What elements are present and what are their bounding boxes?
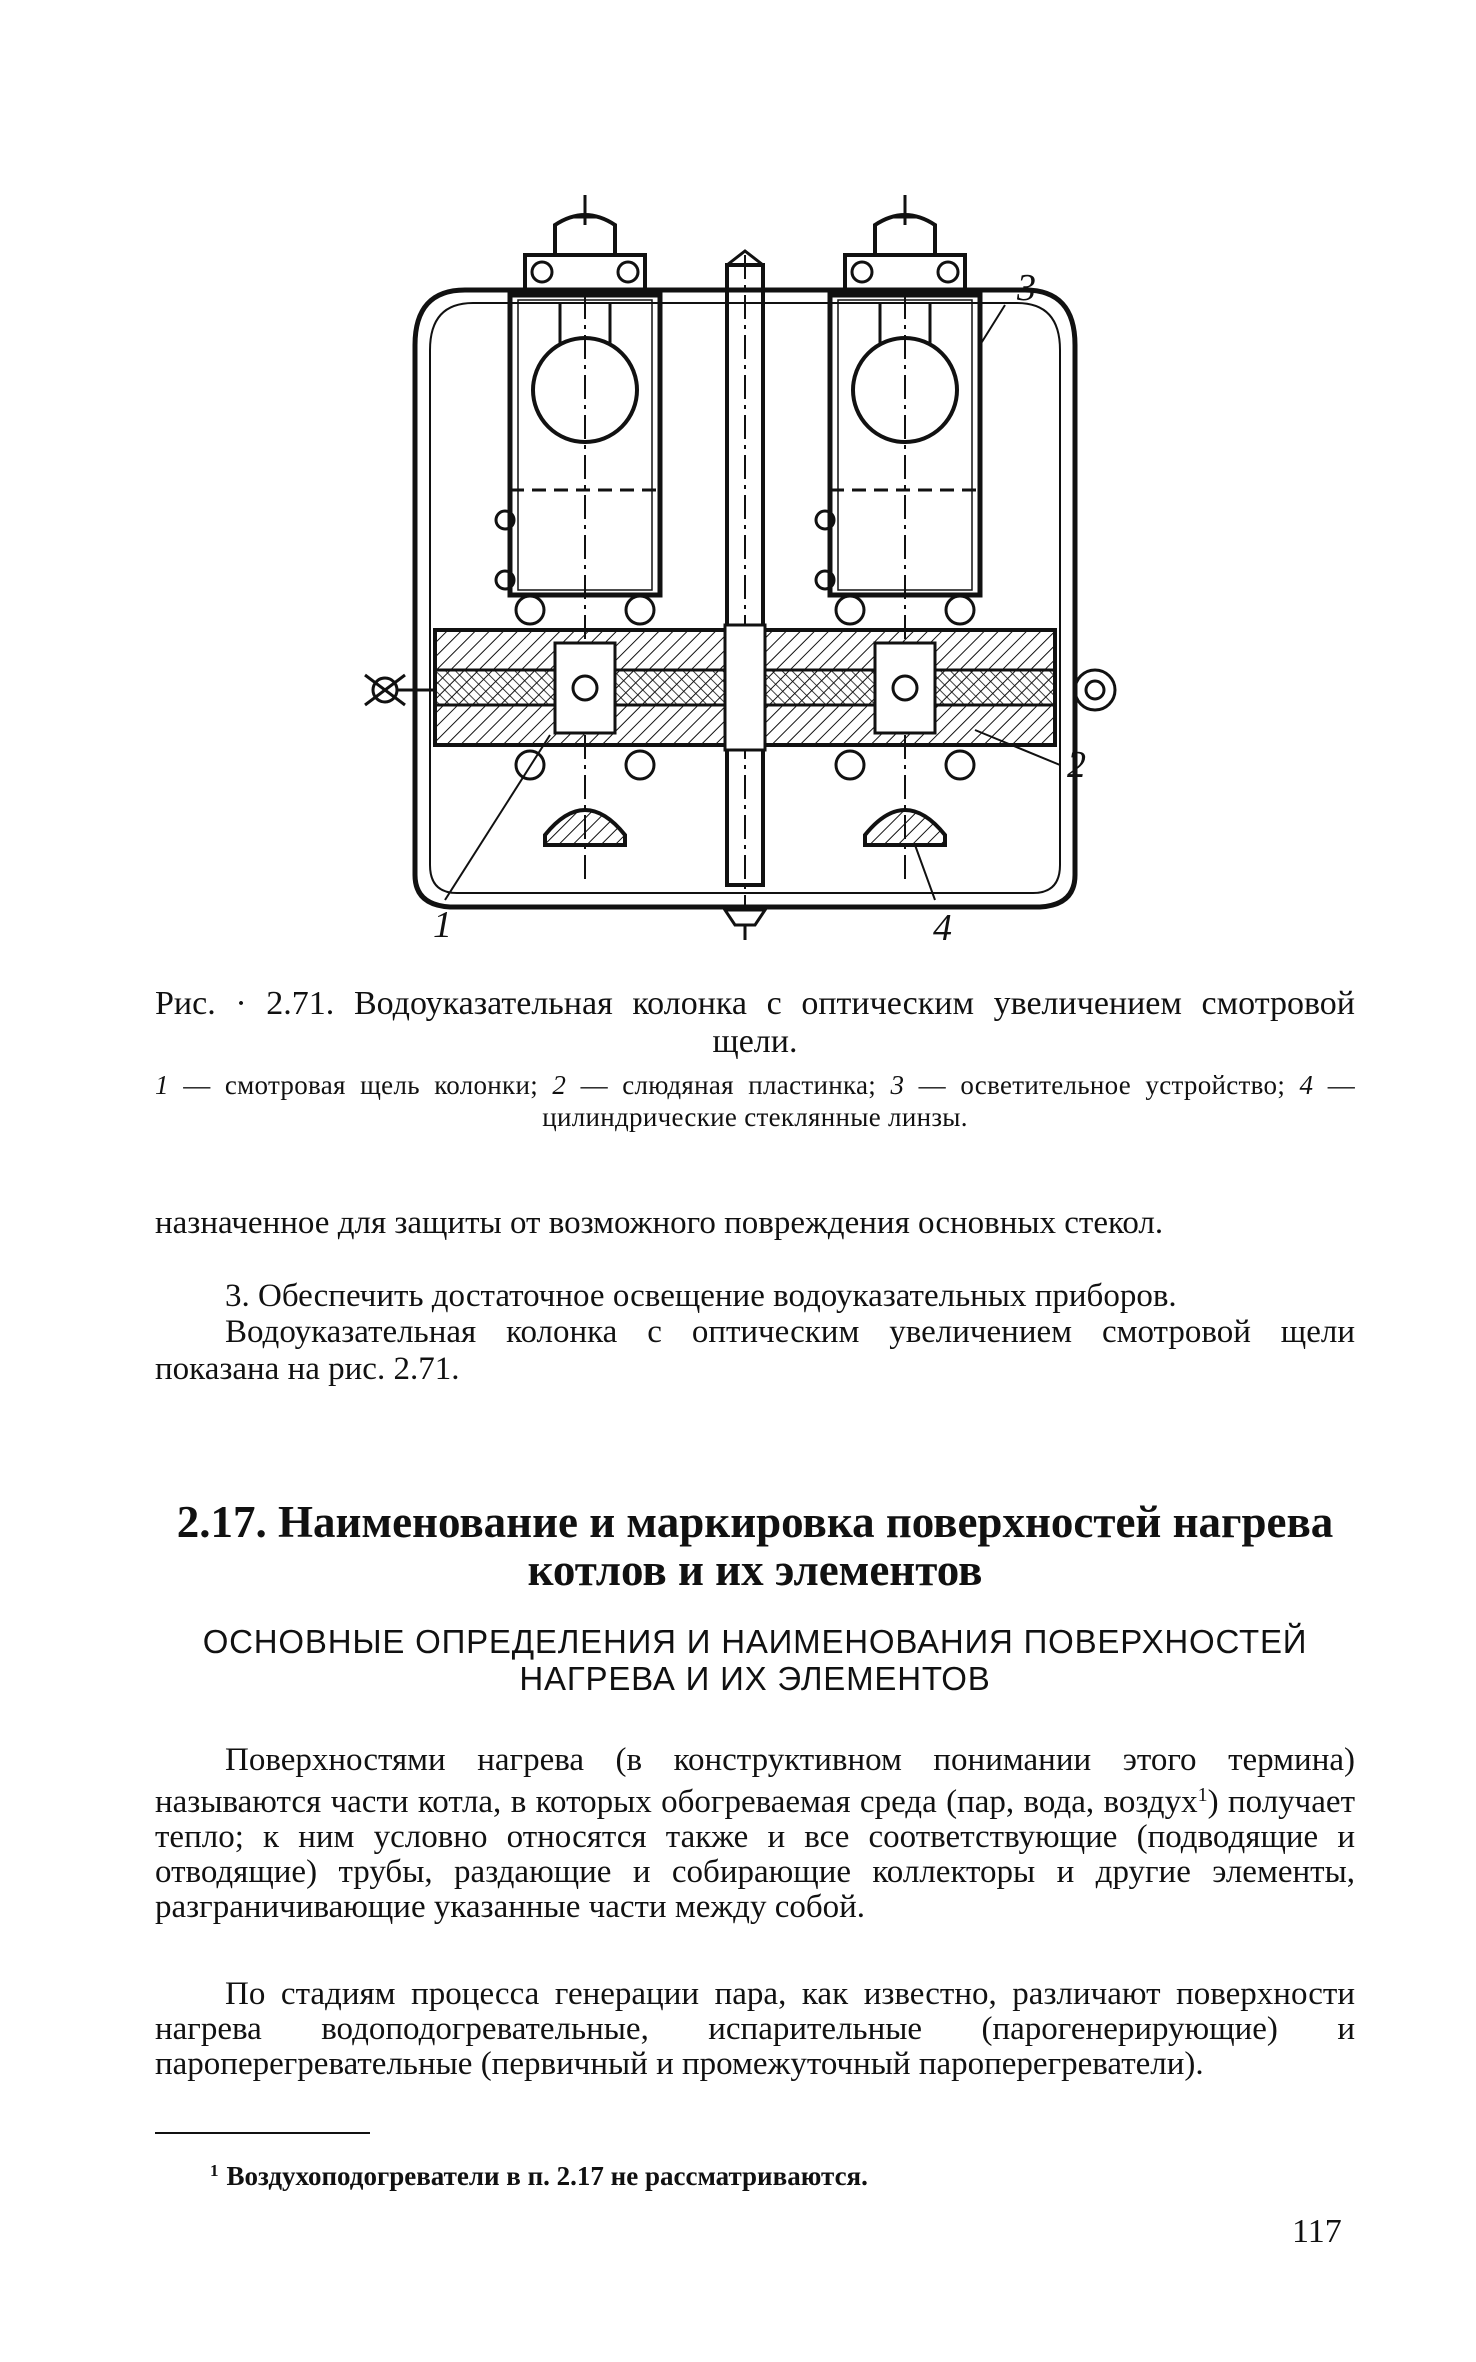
callout-2: 2 — [1067, 744, 1086, 786]
technical-drawing — [355, 185, 1135, 955]
right-fitting — [1075, 670, 1115, 710]
callout-1: 1 — [433, 904, 452, 946]
paragraph-figure-reference: Водоуказательная колонка с оптическим увеличением смотровой щели показана на рис. 2.71. — [155, 1314, 1355, 1387]
body-paragraph-2: По стадиям процесса генерации пара, как известно, различают поверхности нагрева водоподогревательные, испарительные (парогенерирующие) и пароперегревательные (первичный и промежуточный пароперегреватели). — [155, 1976, 1355, 2082]
callout-3: 3 — [1017, 267, 1036, 309]
left-fitting — [365, 675, 435, 705]
page-number: 117 — [1292, 2213, 1342, 2250]
callout-4: 4 — [933, 907, 952, 949]
bottom-drain — [725, 910, 765, 940]
left-lamp-cap — [525, 195, 645, 290]
figure-caption-title: Рис. · 2.71. Водоуказательная колонка с оптическим увеличением смотровой щели. — [155, 985, 1355, 1060]
paragraph-continuation: назначенное для защиты от возможного повреждения основных стекол. — [155, 1205, 1164, 1241]
section-heading: 2.17. Наименование и маркировка поверхностей нагрева котлов и их элементов — [176, 1497, 1334, 1595]
figure-legend: 1 — смотровая щель колонки; 2 — слюдяная пластинка; 3 — осветительное устройство; 4 — цилиндрические стеклянные линзы. — [155, 1070, 1355, 1132]
footnote: $^1$ Воздухоподогреватели в п. 2.17 не рассматриваются. — [210, 2161, 868, 2191]
footnote-rule — [155, 2132, 370, 2134]
water-gauge-drawing — [355, 185, 1135, 955]
footnote-ref: 1 — [1197, 1784, 1208, 1806]
section-subheading: ОСНОВНЫЕ ОПРЕДЕЛЕНИЯ И НАИМЕНОВАНИЯ ПОВЕРХНОСТЕЙ НАГРЕВА И ИХ ЭЛЕМЕНТОВ — [202, 1623, 1308, 1697]
right-lamp-cap — [845, 195, 965, 290]
paragraph-item-3: 3. Обеспечить достаточное освещение водоуказательных приборов. — [225, 1278, 1177, 1314]
body-paragraph-1: Поверхностями нагрева (в конструктивном понимании этого термина) называются части котла, в которых обогреваемая среда (пар, вода, воздух$^1$) получает тепло; к ним условно относятся также и все соответствующие (подводящие и отводящие) трубы, раздающие и собирающие коллекторы и другие элементы, разграничивающие указанные части между собой. — [155, 1742, 1355, 1925]
